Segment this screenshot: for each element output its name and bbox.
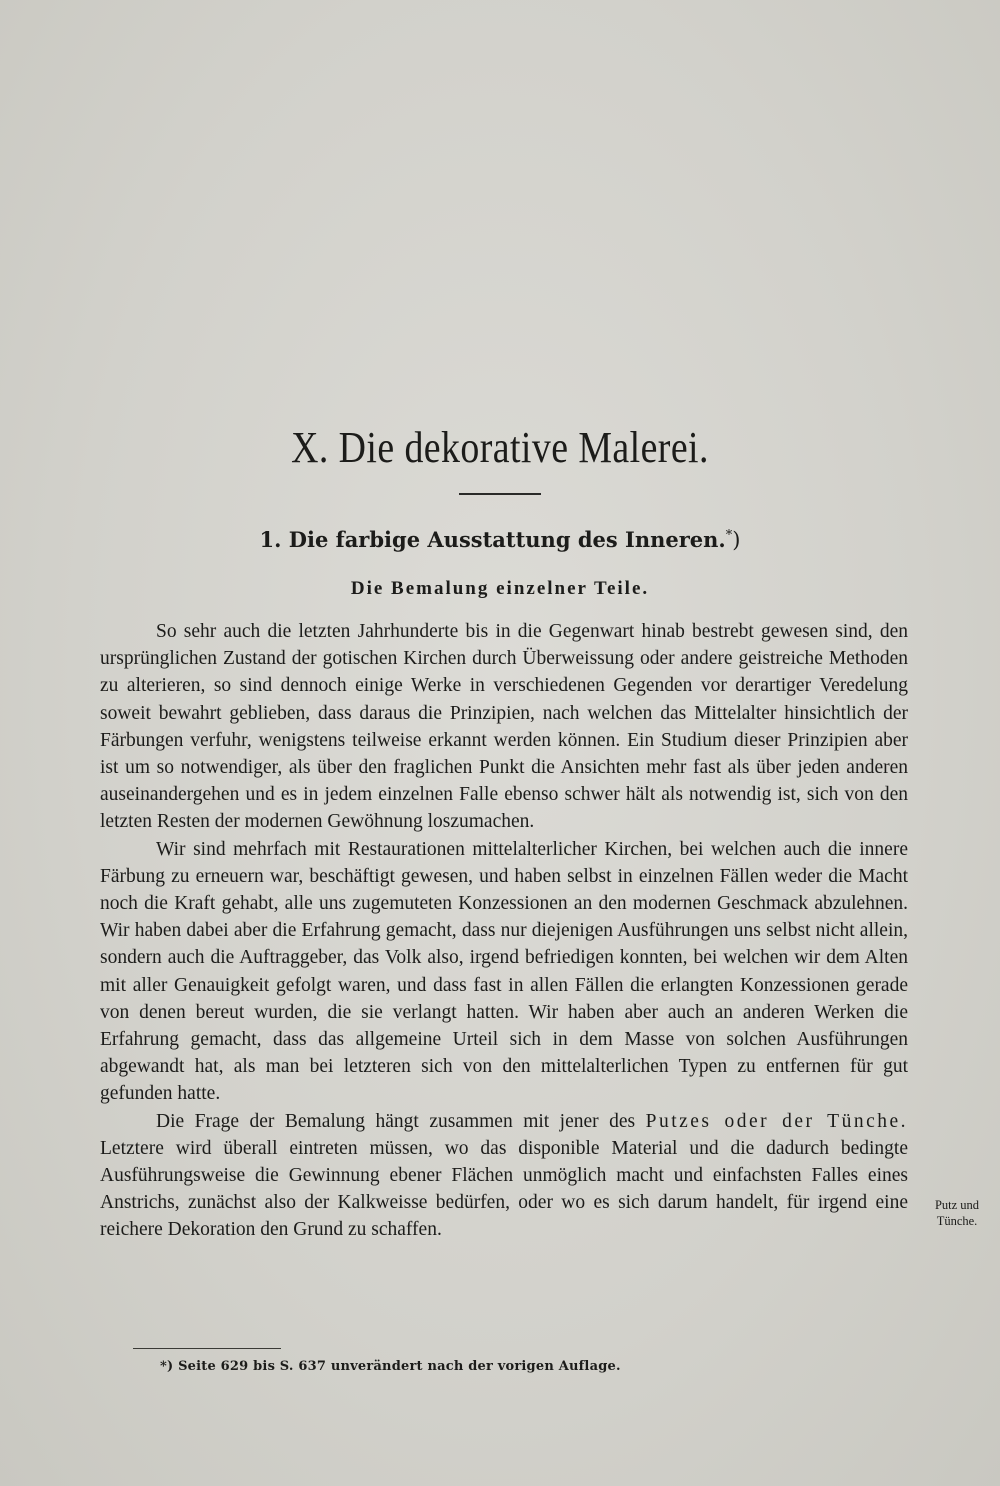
paragraph-3-start: Die Frage der Bemalung hängt zusammen mit jener des (156, 1110, 636, 1132)
section-title-text: Die farbige Ausstattung des Inneren. (288, 527, 726, 552)
paragraph-1: So sehr auch die letzten Jahrhunderte bis in die Gegenwart hinab bestrebt gewesen sind, den ursprünglichen Zustand der gotischen Kirchen durch Überweissung oder andere geistreiche Methoden zu alterieren, so sind dennoch einige Werke in verschiedenen Gegenden vor derartiger Veredelung soweit bewahrt geblieben, dass daraus die Prinzipien, nach welchen das Mittelalter hinsichtlich der Färbungen verfuhr, wenigstens teilweise erkannt werden können. Ein Studium dieser Prinzipien aber ist um so notwendiger, als über den fraglichen Punkt die Ansichten mehr fast als über jeden anderen auseinandergehen und es in jedem einzelnen Falle ebenso schwer hält als notwendig ist, sich von den letzten Resten der modernen Gewöhnung loszumachen. (100, 621, 908, 833)
paragraph-2: Wir sind mehrfach mit Restaurationen mittelalterlicher Kirchen, bei welchen auch die innere Färbung zu erneuern war, beschäftigt gewesen, und haben selbst in einzelnen Fällen weder die Macht noch die Kraft gehabt, alle uns zugemuteten Konzessionen an den modernen Geschmack abzulehnen. Wir haben dabei aber die Erfahrung gemacht, dass nur diejenigen Ausführungen uns selbst nicht allein, sondern auch die Auftraggeber, das Volk also, irgend befriedigen konnten, bei welchen wir dem Alten mit aller Genauigkeit gefolgt waren, und dass fast in allen Fällen die erlangten Konzessionen gerade von denen bereut wurden, die sie verlangt hatten. Wir haben aber auch an anderen Werken die Erfahrung gemacht, dass das allgemeine Urteil sich in dem Masse von solchen Ausführungen abgewandt hat, als man bei letzteren sich von den mittelalterlichen Typen zu entfernen für gut gefunden hatte. (100, 838, 908, 1105)
margin-note-line-1: Putz und (934, 1198, 980, 1212)
footnote: *) Seite 629 bis S. 637 unverändert nach der vorigen Auflage. (160, 1359, 621, 1374)
title-divider (459, 493, 541, 495)
subsection-title: Die Bemalung einzelner Teile. (350, 578, 650, 599)
margin-note (922, 1197, 992, 1229)
margin-note-line-2: Tünche. (936, 1214, 978, 1228)
paragraph-3 (100, 1108, 908, 1244)
footnote-divider (133, 1348, 281, 1349)
footnote-marker: * (725, 528, 733, 543)
paragraph-3-emphasis: Putzes oder der Tünche. (645, 1110, 908, 1132)
body-text (100, 618, 908, 1244)
section-title (0, 527, 1000, 552)
chapter-title: X. Die dekorative Malerei. (291, 423, 709, 472)
footnote-paren: ) (732, 528, 741, 552)
paragraph-3-rest: Letztere wird überall eintreten müssen, wo das disponible Material und die dadurch bedingte Ausführungsweise die Gewinnung ebener Flächen unmöglich macht und einfachsten Falles eines Anstrichs, zunächst also der Kalkweisse bedürfen, oder wo es sich darum handelt, für irgend eine reichere Dekoration den Grund zu schaffen. (100, 1137, 908, 1241)
section-number: 1. (259, 527, 282, 552)
